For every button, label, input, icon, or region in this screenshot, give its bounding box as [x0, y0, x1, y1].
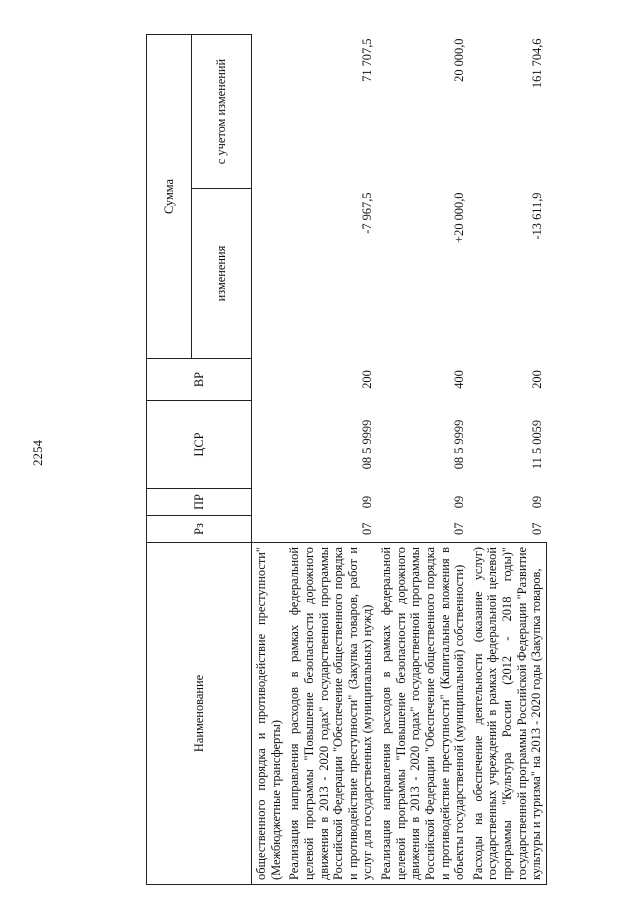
- row-name: общественного порядка и противодействие преступности" (Межбюджетные трансферты): [252, 543, 286, 885]
- row-csr: [252, 401, 286, 489]
- row-change: [252, 189, 286, 359]
- header-change: изменения: [192, 189, 252, 359]
- header-with-changes: с учетом изменений: [192, 35, 252, 189]
- row-vr: 200: [360, 370, 375, 389]
- budget-table: [146, 34, 547, 885]
- table-row: [252, 35, 286, 885]
- row-pr: 09: [360, 495, 375, 509]
- header-csr: ЦСР: [147, 401, 252, 489]
- header-rz: Рз: [147, 516, 252, 543]
- row-total: 161 704,6: [529, 38, 544, 89]
- row-change: -7 967,5: [360, 192, 375, 234]
- header-row-1: [147, 35, 192, 885]
- row-name: Реализация направления расходов в рамках федеральной целевой программы "Повышение безопасности дорожного движения в 2013 - 2020 годах" государственной программы Российской Федерации "Обеспечение общественного порядка и противодействие преступности" (Капитальные вложения в объекты государственной (муниципальной) собственности): [377, 543, 469, 885]
- header-vr: ВР: [147, 359, 252, 401]
- row-rz: 07: [529, 522, 544, 535]
- row-rz: 07: [360, 522, 375, 535]
- header-sum: Сумма: [147, 35, 192, 359]
- table-row: [285, 35, 377, 885]
- row-csr: 08 5 9999: [452, 419, 467, 470]
- row-vr: [252, 359, 286, 401]
- row-change: +20 000,0: [452, 192, 467, 243]
- row-pr: 09: [529, 495, 544, 509]
- page-number: 2254: [30, 439, 45, 466]
- header-pr: ПР: [147, 489, 252, 516]
- row-pr: 09: [452, 495, 467, 509]
- row-vr: 400: [452, 370, 467, 389]
- row-total: 71 707,5: [360, 38, 375, 82]
- table-row: [377, 35, 469, 885]
- row-rz: [252, 516, 286, 543]
- row-rz: 07: [452, 522, 467, 535]
- row-vr: 200: [529, 370, 544, 389]
- header-name: Наименование: [147, 543, 252, 885]
- page-number-container: [28, 0, 48, 905]
- row-total: [252, 35, 286, 189]
- row-pr: [252, 489, 286, 516]
- row-total: 20 000,0: [452, 38, 467, 82]
- row-csr: 08 5 9999: [360, 419, 375, 470]
- row-name: Расходы на обеспечение деятельности (оказание услуг) государственных учреждений в рамках федеральной целевой программы "Культура России (2012 - 2018 годы)" государственной программы Российской Федерации "Развитие культуры и туризма" на 2013 - 2020 годы (Закупка товаров,: [469, 543, 547, 885]
- row-name: Реализация направления расходов в рамках федеральной целевой программы "Повышение безопасности дорожного движения в 2013 - 2020 годах" государственной программы Российской Федерации "Обеспечение общественного порядка и противодействие преступности" (Закупка товаров, работ и услуг для государственных (муниципальных) нужд): [285, 543, 377, 885]
- table-row: [469, 35, 547, 885]
- rotated-table-container: [146, 35, 626, 885]
- row-change: -13 611,9: [529, 192, 544, 240]
- row-csr: 11 5 0059: [529, 419, 544, 470]
